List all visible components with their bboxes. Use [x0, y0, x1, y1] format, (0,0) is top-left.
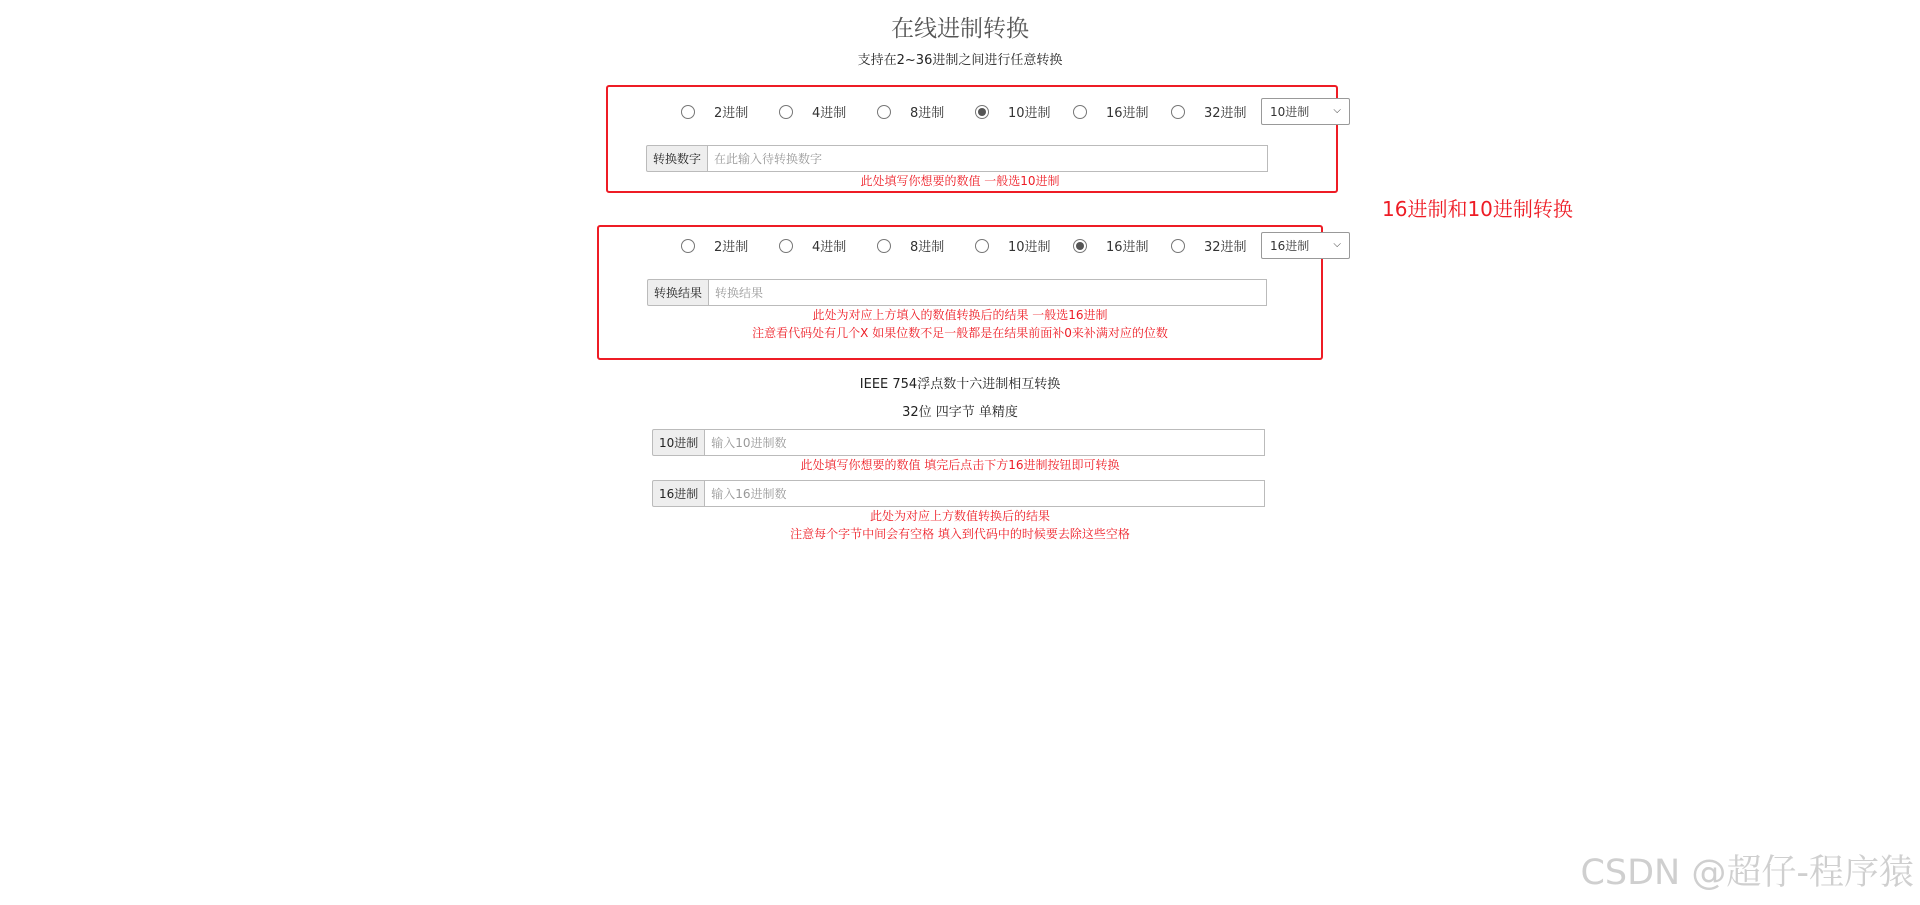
hex-note-line1: 此处为对应上方数值转换后的结果 [869, 509, 1050, 523]
source-radio-10[interactable] [975, 102, 1073, 121]
select-value: 16进制 [1270, 239, 1310, 253]
radio-circle-icon[interactable] [877, 239, 891, 253]
convert-result-addon: 转换结果 [647, 279, 709, 306]
select-value: 10进制 [1270, 105, 1310, 119]
source-base-select[interactable] [1261, 98, 1350, 125]
source-radio-16[interactable] [1073, 102, 1171, 121]
convert-number-addon: 转换数字 [646, 145, 708, 172]
radio-label: 2进制 [714, 106, 749, 121]
target-radio-32[interactable] [1171, 236, 1269, 255]
source-input-group [646, 145, 1268, 172]
radio-label: 8进制 [910, 240, 945, 255]
hex-note-line2: 注意每个字节中间会有空格 填入到代码中的时候要去除这些空格 [790, 527, 1130, 541]
ieee-decimal-group [652, 429, 1265, 456]
radio-label: 32进制 [1204, 240, 1247, 255]
target-radio-16[interactable] [1073, 236, 1171, 255]
chevron-down-icon: ⌵ [1333, 105, 1341, 116]
result-note-line2: 注意看代码处有几个X 如果位数不足一般都是在结果前面补0来补满对应的位数 [752, 326, 1168, 340]
target-radio-10[interactable] [975, 236, 1073, 255]
radio-label: 16进制 [1106, 240, 1149, 255]
radio-label: 4进制 [812, 106, 847, 121]
source-base-radio-group [681, 98, 1350, 125]
convert-result-input[interactable] [709, 279, 1267, 306]
target-radio-8[interactable] [877, 236, 975, 255]
hex-input[interactable] [705, 480, 1265, 507]
radio-circle-icon[interactable] [1171, 105, 1185, 119]
radio-circle-icon[interactable] [681, 239, 695, 253]
radio-label: 32进制 [1204, 106, 1247, 121]
decimal-convert-button[interactable]: 10进制 [652, 429, 705, 456]
source-radio-32[interactable] [1171, 102, 1269, 121]
chevron-down-icon: ⌵ [1333, 239, 1341, 250]
decimal-input[interactable] [705, 429, 1265, 456]
decimal-note: 此处填写你想要的数值 填完后点击下方16进制按钮即可转换 [800, 458, 1120, 472]
side-annotation: 16进制和10进制转换 [1382, 197, 1573, 221]
convert-number-input[interactable] [708, 145, 1268, 172]
radio-circle-icon[interactable] [1171, 239, 1185, 253]
radio-label: 8进制 [910, 106, 945, 121]
page-subtitle: 支持在2~36进制之间进行任意转换 [857, 53, 1063, 68]
radio-label: 4进制 [812, 240, 847, 255]
radio-label: 2进制 [714, 240, 749, 255]
radio-label: 16进制 [1106, 106, 1149, 121]
source-radio-4[interactable] [779, 102, 877, 121]
result-input-group [647, 279, 1267, 306]
page-title: 在线进制转换 [891, 16, 1029, 42]
radio-label: 10进制 [1008, 106, 1051, 121]
target-base-select[interactable] [1261, 232, 1350, 259]
source-radio-2[interactable] [681, 102, 779, 121]
watermark: CSDN @超仔-程序猿 [1580, 853, 1914, 893]
result-note-line1: 此处为对应上方填入的数值转换后的结果 一般选16进制 [812, 308, 1108, 322]
source-radio-8[interactable] [877, 102, 975, 121]
radio-circle-icon[interactable] [681, 105, 695, 119]
source-note: 此处填写你想要的数值 一般选10进制 [860, 174, 1060, 188]
radio-circle-checked-icon[interactable] [1073, 239, 1087, 253]
radio-circle-icon[interactable] [779, 239, 793, 253]
ieee-section-subtitle: 32位 四字节 单精度 [902, 405, 1018, 420]
ieee-section-title: IEEE 754浮点数十六进制相互转换 [859, 377, 1061, 392]
radio-circle-icon[interactable] [1073, 105, 1087, 119]
radio-label: 10进制 [1008, 240, 1051, 255]
target-base-radio-group [681, 232, 1350, 259]
radio-circle-checked-icon[interactable] [975, 105, 989, 119]
target-radio-4[interactable] [779, 236, 877, 255]
radio-circle-icon[interactable] [779, 105, 793, 119]
radio-circle-icon[interactable] [975, 239, 989, 253]
ieee-hex-group [652, 480, 1265, 507]
hex-convert-button[interactable]: 16进制 [652, 480, 705, 507]
target-radio-2[interactable] [681, 236, 779, 255]
radio-circle-icon[interactable] [877, 105, 891, 119]
